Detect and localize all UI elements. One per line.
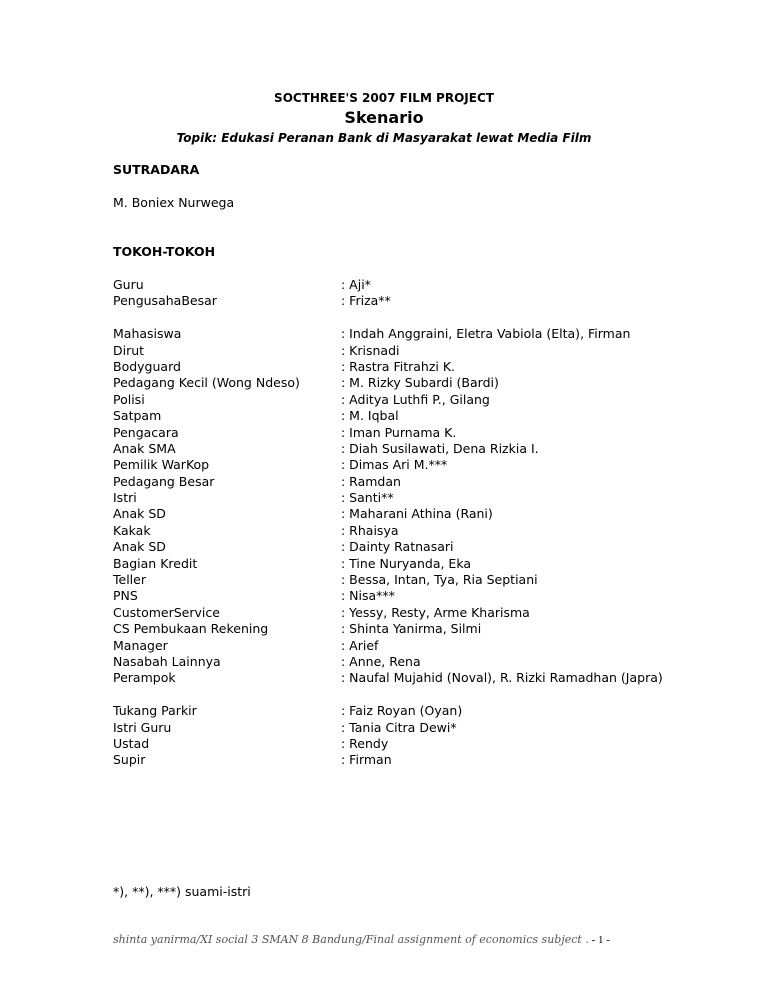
cast-group-1 — [113, 277, 693, 310]
cast-row — [113, 277, 693, 293]
cast-role: CustomerService — [113, 604, 220, 620]
cast-actor: : Tine Nuryanda, Eka — [341, 555, 472, 571]
cast-row — [113, 474, 693, 490]
cast-row — [113, 523, 693, 539]
cast-actor: : Anne, Rena — [341, 653, 421, 669]
cast-actor: : Ramdan — [341, 473, 401, 489]
cast-role: Dirut — [113, 342, 145, 358]
cast-row — [113, 605, 693, 621]
cast-role: Nasabah Lainnya — [113, 653, 221, 669]
cast-gap — [113, 687, 693, 703]
cast-actor: : Iman Purnama K. — [341, 424, 457, 440]
cast-actor: : Dimas Ari M.*** — [341, 457, 448, 473]
cast-role: Guru — [113, 277, 144, 292]
cast-role: Pedagang Besar — [113, 473, 215, 489]
cast-role: Anak SMA — [113, 440, 176, 456]
cast-row — [113, 326, 693, 342]
cast-actor: : Rendy — [341, 735, 389, 751]
cast-role: CS Pembukaan Rekening — [113, 621, 269, 637]
cast-role: Pengacara — [113, 424, 179, 440]
cast-role: Pemilik WarKop — [113, 457, 210, 473]
cast-row — [113, 293, 693, 309]
cast-row — [113, 441, 693, 457]
cast-row — [113, 359, 693, 375]
cast-row — [113, 670, 693, 686]
page-number: - 1 - — [588, 934, 610, 946]
cast-role: Bodyguard — [113, 358, 181, 374]
cast-role: Polisi — [113, 391, 145, 407]
cast-role: Satpam — [113, 408, 162, 424]
cast-actor: : Rhaisya — [341, 522, 399, 538]
spouse-note: *), **), ***) suami-istri — [113, 884, 251, 899]
cast-role: PNS — [113, 588, 138, 604]
director-heading: SUTRADARA — [113, 162, 200, 177]
cast-role: Anak SD — [113, 539, 166, 555]
cast-row — [113, 638, 693, 654]
cast-actor: : Firman — [341, 752, 392, 768]
cast-row — [113, 588, 693, 604]
document-title: Skenario — [344, 108, 424, 127]
cast-gap — [113, 310, 693, 326]
footer-text: shinta yanirma/XI social 3 SMAN 8 Bandung/Final assignment of economics subject . — [113, 933, 589, 946]
cast-actor: : Krisnadi — [341, 342, 400, 358]
cast-actor: : Rastra Fitrahzi K. — [341, 358, 455, 374]
cast-role: Perampok — [113, 670, 176, 686]
cast-actor: : M. Iqbal — [341, 408, 399, 424]
cast-row — [113, 736, 693, 752]
cast-row — [113, 539, 693, 555]
cast-role: PengusahaBesar — [113, 293, 217, 309]
cast-row — [113, 457, 693, 473]
cast-row — [113, 654, 693, 670]
topic-line: Topik: Edukasi Peranan Bank di Masyarakat lewat Media Film — [176, 131, 592, 145]
cast-role: Ustad — [113, 735, 150, 751]
cast-role: Tukang Parkir — [113, 703, 197, 719]
cast-row — [113, 408, 693, 424]
cast-actor: : Indah Anggraini, Eletra Vabiola (Elta), Firman — [341, 326, 631, 342]
cast-list — [113, 277, 693, 769]
cast-actor: : Arief — [341, 637, 379, 653]
cast-row — [113, 392, 693, 408]
project-heading: SOCTHREE'S 2007 FILM PROJECT — [274, 91, 494, 105]
cast-row — [113, 375, 693, 391]
cast-group-3 — [113, 703, 693, 769]
cast-actor: : Yessy, Resty, Arme Kharisma — [341, 604, 530, 620]
cast-actor: : Faiz Royan (Oyan) — [341, 703, 463, 719]
cast-actor: : Santi** — [341, 490, 394, 506]
cast-row — [113, 703, 693, 719]
cast-actor: : Bessa, Intan, Tya, Ria Septiani — [341, 572, 538, 588]
cast-heading: TOKOH-TOKOH — [113, 244, 216, 259]
cast-row — [113, 343, 693, 359]
cast-actor: : Friza** — [341, 293, 391, 309]
cast-group-2 — [113, 326, 693, 687]
cast-role: Istri — [113, 490, 137, 506]
cast-row — [113, 425, 693, 441]
cast-actor: : Maharani Athina (Rani) — [341, 506, 493, 522]
cast-actor: : Naufal Mujahid (Noval), R. Rizki Ramadhan (Japra) — [341, 670, 663, 686]
cast-role: Anak SD — [113, 506, 166, 522]
cast-actor: : Dainty Ratnasari — [341, 539, 454, 555]
cast-actor: : Aji* — [341, 277, 371, 292]
cast-actor: : Aditya Luthfi P., Gilang — [341, 391, 490, 407]
cast-actor: : Diah Susilawati, Dena Rizkia I. — [341, 440, 539, 456]
cast-role: Supir — [113, 752, 146, 768]
cast-row — [113, 506, 693, 522]
cast-row — [113, 752, 693, 768]
cast-role: Mahasiswa — [113, 326, 182, 342]
cast-role: Istri Guru — [113, 719, 172, 735]
cast-row — [113, 720, 693, 736]
cast-role: Bagian Kredit — [113, 555, 198, 571]
cast-row — [113, 621, 693, 637]
cast-actor: : Shinta Yanirma, Silmi — [341, 621, 482, 637]
cast-actor: : Nisa*** — [341, 588, 395, 604]
cast-row — [113, 572, 693, 588]
cast-role: Teller — [113, 572, 146, 588]
director-name: M. Boniex Nurwega — [113, 195, 235, 210]
cast-actor: : M. Rizky Subardi (Bardi) — [341, 375, 499, 391]
cast-row — [113, 556, 693, 572]
cast-actor: : Tania Citra Dewi* — [341, 719, 457, 735]
cast-role: Manager — [113, 637, 168, 653]
cast-row — [113, 490, 693, 506]
page-footer — [113, 933, 610, 946]
cast-role: Kakak — [113, 522, 151, 538]
cast-role: Pedagang Kecil (Wong Ndeso) — [113, 375, 300, 391]
